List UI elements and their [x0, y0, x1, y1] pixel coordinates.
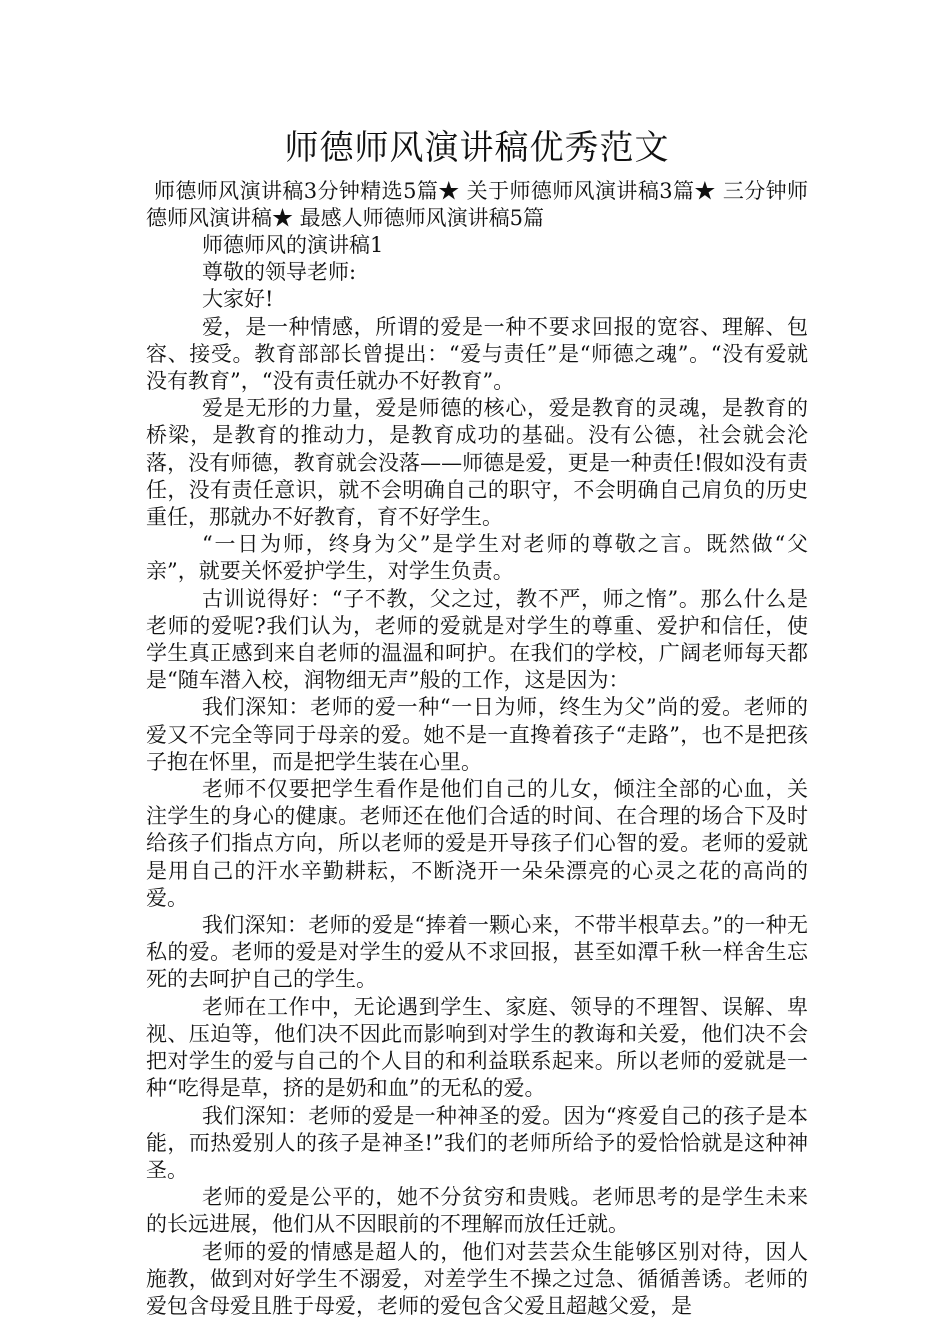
- speech-salutation: 尊敬的领导老师:: [202, 260, 357, 285]
- paragraph: 我们深知：老师的爱一种“一日为师，终生为父”尚的爱。老师的爱又不完全等同于母亲的爱。她不是一直搀着孩子“走路”，也不是把孩子抱在怀里，而是把学生装在心里。: [146, 695, 808, 774]
- paragraph: “一日为师，终身为父”是学生对老师的尊敬之言。既然做“父亲”，就要关怀爱护学生，对学生负责。: [146, 532, 808, 584]
- paragraph: 我们深知：老师的爱是“捧着一颗心来，不带半根草去。”的一种无私的爱。老师的爱是对学生的爱从不求回报，甚至如潭千秋一样舍生忘死的去呵护自己的学生。: [146, 913, 808, 992]
- document-title: 师德师风演讲稿优秀范文: [284, 128, 670, 168]
- document-page: [146, 118, 808, 1320]
- paragraph: 老师不仅要把学生看作是他们自己的儿女，倾注全部的心血，关注学生的身心的健康。老师还在他们合适的时间、在合理的场合下及时给孩子们指点方向，所以老师的爱是开导孩子们心智的爱。老师的爱就是用自己的汗水辛勤耕耘，不断浇开一朵朵漂亮的心灵之花的高尚的爱。: [146, 777, 808, 910]
- document-subtitle: 师德师风演讲稿3分钟精选5篇★ 关于师德师风演讲稿3篇★ 三分钟师德师风演讲稿★ 最感人师德师风演讲稿5篇: [146, 179, 808, 230]
- paragraph: 老师在工作中，无论遇到学生、家庭、领导的不理智、误解、卑视、压迫等，他们决不因此而影响到对学生的教诲和关爱，他们决不会把对学生的爱与自己的个人目的和利益联系起来。所以老师的爱就是一种“吃得是草，挤的是奶和血”的无私的爱。: [146, 994, 808, 1101]
- paragraph: 我们深知：老师的爱是一种神圣的爱。因为“疼爱自己的孩子是本能，而热爱别人的孩子是神圣!”我们的老师所给予的爱恰恰就是这种神圣。: [146, 1103, 808, 1182]
- paragraph: 爱，是一种情感，所谓的爱是一种不要求回报的宽容、理解、包容、接受。教育部部长曾提出：“爱与责任”是“师德之魂”。“没有爱就没有教育”，“没有责任就办不好教育”。: [146, 314, 808, 394]
- speech-heading: 师德师风的演讲稿1: [202, 233, 384, 257]
- paragraph: 老师的爱的情感是超人的，他们对芸芸众生能够区别对待，因人施教，做到对好学生不溺爱，对差学生不操之过急、循循善诱。老师的爱包含母爱且胜于母爱，老师的爱包含父爱且超越父爱，是: [146, 1239, 808, 1318]
- paragraph: 古训说得好：“子不教，父之过，教不严，师之惰”。那么什么是老师的爱呢?我们认为，老师的爱就是对学生的尊重、爱护和信任，使学生真正感到来自老师的温温和呵护。在我们的学校，广阔老师每天都是“随车潜入校，润物细无声”般的工作，这是因为：: [146, 586, 808, 693]
- paragraph: 爱是无形的力量，爱是师德的核心，爱是教育的灵魂，是教育的桥梁，是教育的推动力，是教育成功的基础。没有公德，社会就会沦落，没有师德，教育就会没落——师德是爱，更是一种责任!假如没有责任，没有责任意识，就不会明确自己的职守，不会明确自己肩负的历史重任，那就办不好教育，育不好学生。: [146, 396, 808, 530]
- paragraph: 老师的爱是公平的，她不分贫穷和贵贱。老师思考的是学生未来的长远进展，他们从不因眼前的不理解而放任迁就。: [146, 1185, 808, 1237]
- speech-greeting: 大家好!: [202, 287, 274, 312]
